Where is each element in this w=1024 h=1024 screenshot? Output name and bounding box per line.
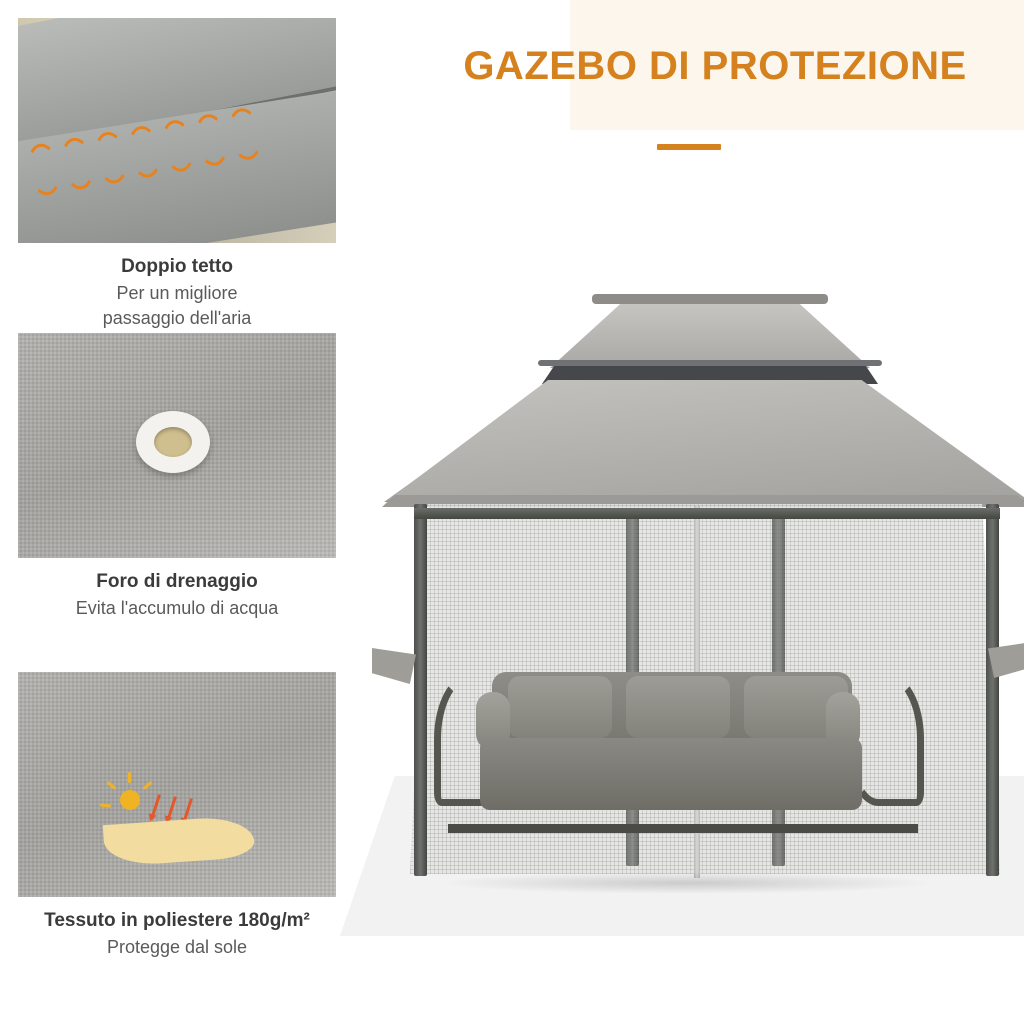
airflow-arrow-icon xyxy=(191,112,232,169)
canopy-vent-frame xyxy=(538,360,882,366)
page-title: GAZEBO DI PROTEZIONE xyxy=(463,44,967,88)
canopy-ridge-bar xyxy=(592,294,828,304)
title-underline-rule xyxy=(657,144,721,150)
grommet-ring-icon xyxy=(136,411,210,473)
drainage-hole-photo xyxy=(18,333,336,558)
ground-shadow xyxy=(436,872,936,894)
feature-description-line1: Protegge dal sole xyxy=(106,936,248,957)
sun-icon xyxy=(120,790,140,810)
feature-block-sun-protection xyxy=(18,672,336,959)
feature-block-drainage-hole xyxy=(18,333,336,620)
airflow-arrow-icon xyxy=(225,106,266,163)
feature-caption xyxy=(18,570,336,620)
double-roof-photo xyxy=(18,18,336,243)
feature-caption xyxy=(18,909,336,959)
airflow-arrow-icon xyxy=(124,123,165,180)
swing-base-frame xyxy=(448,824,918,833)
canopy-panel-front xyxy=(388,380,1024,500)
feature-description-line1: Per un migliore xyxy=(116,282,238,303)
fabric-texture xyxy=(18,672,336,897)
upper-canopy xyxy=(550,298,870,368)
feature-title: Doppio tetto xyxy=(121,256,233,277)
airflow-arrow-icon xyxy=(158,118,199,175)
frame-post-front-right xyxy=(986,504,999,876)
feature-block-double-roof xyxy=(18,18,336,330)
sun-protection-fabric-photo xyxy=(18,672,336,897)
sun-ray xyxy=(128,772,131,783)
feature-description-line2: passaggio dell'aria xyxy=(102,308,252,329)
back-cushion-left xyxy=(508,676,612,738)
feature-title: Tessuto in poliestere 180g/m² xyxy=(44,910,310,931)
gazebo-swing-bed-product-photo xyxy=(340,276,1024,916)
swing-seat-cushion xyxy=(480,738,862,810)
curtain-tie-left xyxy=(372,648,416,684)
feature-description-line1: Evita l'accumulo di acqua xyxy=(75,597,279,618)
feature-caption xyxy=(18,255,336,330)
grommet-hole xyxy=(154,427,192,457)
frame-top-beam xyxy=(414,508,1000,519)
airflow-arrow-icon xyxy=(57,135,98,192)
frame-post-front-left xyxy=(414,504,427,876)
feature-title: Foro di drenaggio xyxy=(96,571,258,592)
back-cushion-center xyxy=(626,676,730,738)
airflow-arrow-icon xyxy=(91,129,132,186)
